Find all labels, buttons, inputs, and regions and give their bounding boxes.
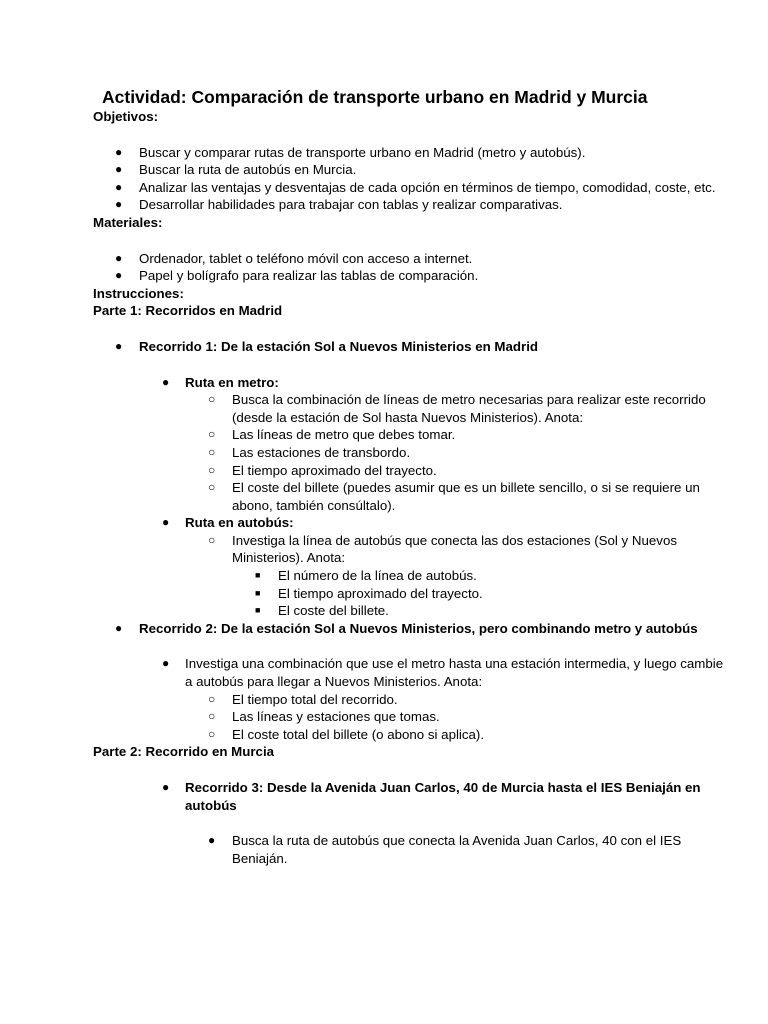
list-item: [93, 426, 728, 444]
list-item: [93, 250, 728, 268]
list-item: [93, 179, 728, 197]
spacer: [93, 126, 728, 144]
list-item-text: Investiga una combinación que use el metro hasta una estación intermedia, y luego cambie a autobús para llegar a Nuevos Ministerios. Anota:: [185, 656, 724, 690]
spacer: [93, 814, 728, 832]
circle-bullet-icon: ○: [208, 709, 216, 724]
bus-route-item: [93, 514, 728, 532]
list-item: [93, 691, 728, 709]
bullet-icon: ●: [115, 250, 123, 265]
bullet-icon: ●: [162, 780, 170, 794]
list-item-text: El tiempo total del recorrido.: [232, 691, 398, 707]
list-item-text: Las líneas y estaciones que tomas.: [232, 709, 440, 725]
bullet-icon: ●: [115, 268, 123, 283]
circle-bullet-icon: ○: [208, 480, 216, 495]
circle-bullet-icon: ○: [208, 392, 216, 407]
recorrido3-title: Recorrido 3: Desde la Avenida Juan Carlos, 40 de Murcia hasta el IES Beniaján en autobús: [185, 780, 701, 813]
square-bullet-icon: ■: [255, 570, 261, 581]
bullet-icon: ●: [115, 162, 123, 177]
list-item-text: El coste total del billete (o abono si aplica).: [232, 726, 485, 742]
bullet-icon: ●: [208, 833, 216, 848]
list-item-text: El número de la línea de autobús.: [278, 568, 477, 584]
square-bullet-icon: ■: [255, 587, 261, 598]
objetivos-heading: Objetivos:: [93, 109, 159, 124]
objetivos-list: [93, 144, 728, 214]
list-item-text: Busca la combinación de líneas de metro necesarias para realizar este recorrido (desde la estación de Sol hasta Nuevos Ministerios). Anota:: [232, 392, 706, 425]
list-item-text: El tiempo aproximado del trayecto.: [232, 462, 437, 478]
spacer: [93, 356, 728, 374]
list-item: [93, 832, 728, 867]
recorrido2-list: [93, 620, 728, 638]
list-item: [93, 267, 728, 285]
list-item: [93, 391, 728, 426]
list-item-text: Desarrollar habilidades para trabajar con tablas y realizar comparativas.: [139, 197, 563, 213]
spacer: [93, 320, 728, 338]
square-bullet-icon: ■: [255, 605, 261, 616]
bullet-icon: ●: [115, 179, 123, 194]
circle-bullet-icon: ○: [208, 462, 216, 477]
list-item: [93, 585, 728, 603]
list-item: [93, 144, 728, 162]
list-item-text: Ordenador, tablet o teléfono móvil con acceso a internet.: [139, 250, 473, 266]
bullet-icon: ●: [162, 656, 170, 671]
circle-bullet-icon: ○: [208, 532, 216, 547]
list-item: [93, 708, 728, 726]
bullet-icon: ●: [115, 338, 123, 353]
parte2-list: [93, 779, 728, 814]
list-item-text: Analizar las ventajas y desventajas de cada opción en términos de tiempo, comodidad, coste, etc.: [139, 179, 716, 195]
page-title: Actividad: Comparación de transporte urbano en Madrid y Murcia: [102, 87, 648, 107]
list-item: [93, 462, 728, 480]
list-item-text: Investiga la línea de autobús que conecta las dos estaciones (Sol y Nuevos Ministerios). Anota:: [232, 532, 677, 566]
spacer: [93, 761, 728, 779]
bullet-icon: ●: [162, 515, 170, 530]
list-item-text: El coste del billete (puedes asumir que es un billete sencillo, o si se requiere un abono, también consúltalo).: [232, 480, 700, 513]
list-item-text: Buscar y comparar rutas de transporte urbano en Madrid (metro y autobús).: [139, 144, 586, 160]
list-item: [93, 602, 728, 620]
metro-route-item: [93, 374, 728, 392]
parte1-heading: Parte 1: Recorridos en Madrid: [93, 303, 283, 319]
list-item: [93, 479, 728, 514]
recorrido1-sublist: [93, 374, 728, 620]
list-item: [93, 655, 728, 690]
list-item-text: Buscar la ruta de autobús en Murcia.: [139, 162, 357, 178]
recorrido2-item: [93, 620, 728, 638]
list-item-text: Las líneas de metro que debes tomar.: [232, 427, 456, 443]
recorrido3-sublist: [93, 832, 728, 867]
list-item: [93, 532, 728, 567]
list-item-text: El tiempo aproximado del trayecto.: [278, 585, 483, 601]
list-item: [93, 567, 728, 585]
parte1-list: [93, 338, 728, 356]
circle-bullet-icon: ○: [208, 726, 216, 741]
list-item-text: Las estaciones de transbordo.: [232, 444, 411, 460]
list-item: [93, 726, 728, 744]
list-item: [93, 444, 728, 462]
metro-route-title: Ruta en metro:: [185, 374, 279, 390]
bullet-icon: ●: [115, 197, 123, 212]
recorrido2-sublist: [93, 655, 728, 743]
recorrido2-title: Recorrido 2: De la estación Sol a Nuevos Ministerios, pero combinando metro y autobús: [139, 620, 698, 636]
list-item-text: El coste del billete.: [278, 603, 389, 619]
recorrido3-item: [93, 779, 728, 814]
spacer: [93, 232, 728, 250]
list-item: [93, 161, 728, 179]
spacer: [93, 637, 728, 655]
bus-route-title: Ruta en autobús:: [185, 515, 294, 531]
bullet-icon: ●: [162, 374, 170, 389]
recorrido1-item: [93, 338, 728, 356]
bullet-icon: ●: [115, 620, 123, 635]
materiales-heading: Materiales:: [93, 214, 163, 230]
bullet-icon: ●: [115, 144, 123, 159]
circle-bullet-icon: ○: [208, 427, 216, 442]
circle-bullet-icon: ○: [208, 691, 216, 706]
parte2-heading: Parte 2: Recorrido en Murcia: [93, 744, 275, 760]
list-item: [93, 196, 728, 214]
list-item-text: Busca la ruta de autobús que conecta la Avenida Juan Carlos, 40 con el IES Beniaján.: [232, 833, 682, 866]
list-item-text: Papel y bolígrafo para realizar las tablas de comparación.: [139, 268, 479, 284]
recorrido1-title: Recorrido 1: De la estación Sol a Nuevos Ministerios en Madrid: [139, 338, 539, 354]
circle-bullet-icon: ○: [208, 444, 216, 459]
instrucciones-heading: Instrucciones:: [93, 285, 184, 301]
materiales-list: [93, 250, 728, 285]
